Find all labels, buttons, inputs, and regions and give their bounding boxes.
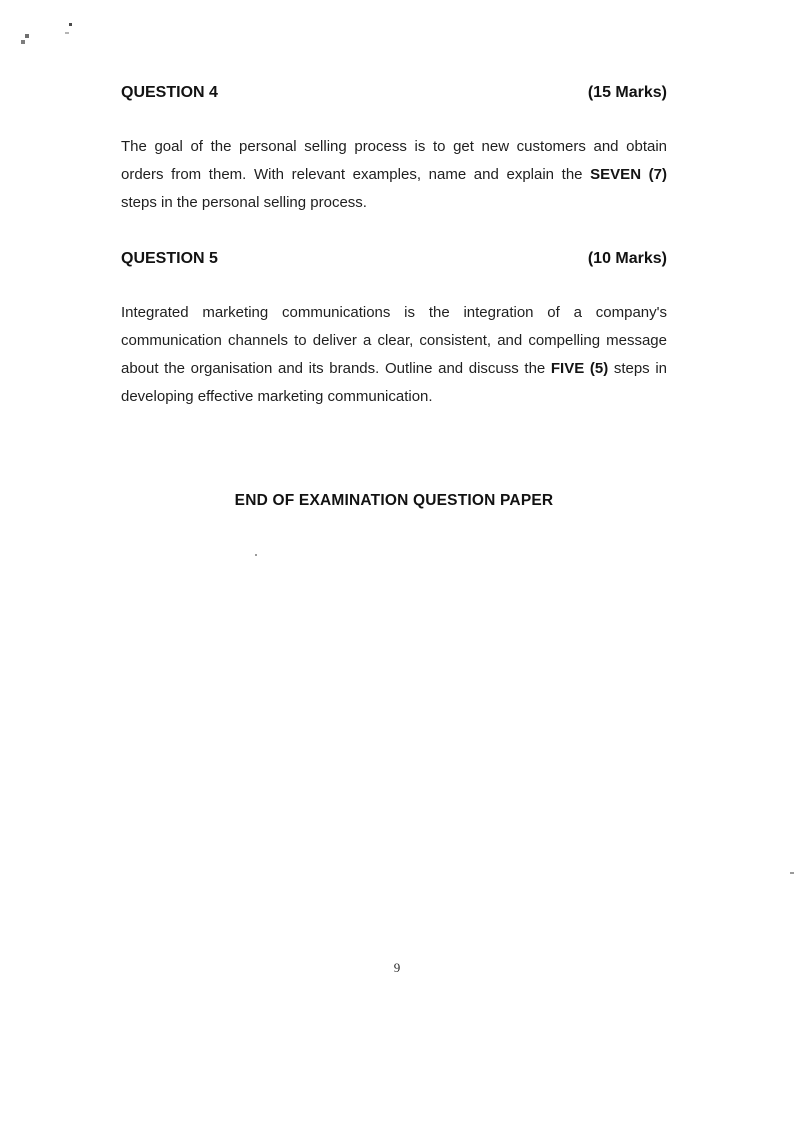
scan-speck [65,32,69,34]
question-4-title: QUESTION 4 [121,84,218,101]
question-4-text-post: steps in the personal selling process. [121,194,367,211]
question-5-title: QUESTION 5 [121,250,218,267]
question-4-text-pre: The goal of the personal selling process is to get new customers and obtain orders from them. With relevant examples, name and explain the [121,138,667,183]
scan-speck [25,34,29,38]
question-5-text-pre: Integrated marketing communications is the integration of a company's communication channels to deliver a clear, consistent, and compelling message about the organisation and its brands. Outline and discuss the [121,304,667,377]
question-5-text-bold: FIVE (5) [550,360,609,377]
document-page [121,0,667,511]
question-4-body [121,133,667,217]
question-4-marks: (15 Marks) [587,84,667,101]
question-4-header [121,83,667,103]
question-5-header [121,249,667,269]
scan-speck [790,872,794,874]
scan-speck [255,554,257,556]
question-5-text-post: steps in developing effective marketing communication. [121,360,667,405]
end-of-paper-line: END OF EXAMINATION QUESTION PAPER [234,492,554,509]
question-5-body [121,299,667,411]
page-number: 9 [393,960,401,975]
question-5-marks: (10 Marks) [587,250,667,267]
scan-speck [21,40,25,44]
scan-speck [69,23,72,26]
question-4-text-bold: SEVEN (7) [590,166,668,183]
